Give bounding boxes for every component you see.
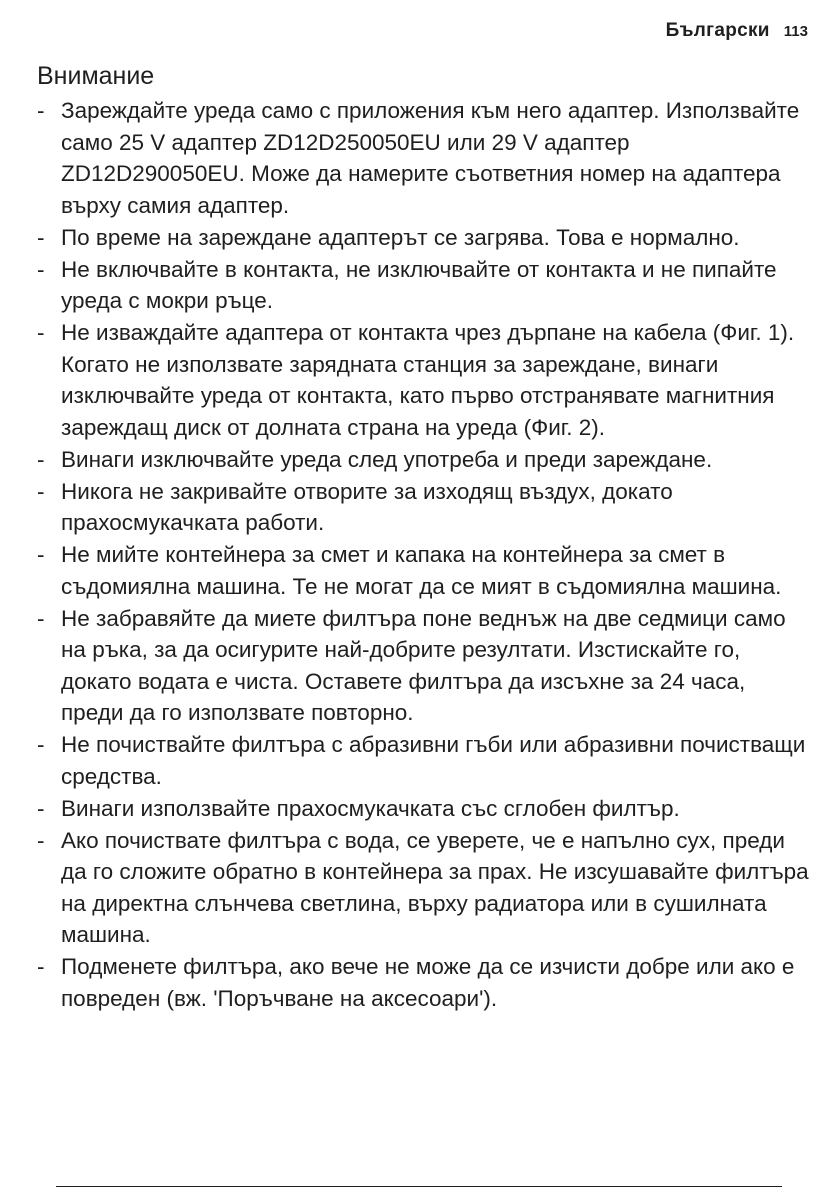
warning-text: Винаги изключвайте уреда след употреба и преди зареждане. <box>61 446 713 472</box>
bullet-dash: - <box>37 256 45 282</box>
warning-item <box>37 539 809 602</box>
warning-item <box>37 603 809 729</box>
warning-item <box>37 951 809 1014</box>
warning-item <box>37 317 809 443</box>
warning-text: По време на зареждане адаптерът се загрява. Това е нормално. <box>61 224 740 250</box>
bullet-dash: - <box>37 446 45 472</box>
bullet-dash: - <box>37 605 45 631</box>
warning-item <box>37 444 809 476</box>
warning-item <box>37 222 809 254</box>
bullet-dash: - <box>37 98 45 123</box>
warning-list <box>37 95 809 1015</box>
bullet-dash: - <box>37 478 45 504</box>
bullet-dash: - <box>37 827 45 853</box>
bullet-dash: - <box>37 732 45 757</box>
warning-text: Винаги използвайте прахосмукачката със сглобен филтър. <box>61 795 680 821</box>
warning-text: Не изваждайте адаптера от контакта чрез дърпане на кабела (Фиг. 1). Когато не използвате зарядната станция за зареждане, винаги изключвайте уреда от контакта, като първо отстранявате магнитния зареждащ диск от долната страна на уреда (Фиг. 2). <box>61 320 795 440</box>
warning-text: Зареждайте уреда само с приложения към него адаптер. Използвайте само 25 V адаптер ZD12D250050EU или 29 V адаптер ZD12D290050EU. Може да намерите съответния номер на адаптера върху самия адаптер. <box>61 98 800 218</box>
warning-item <box>37 476 809 539</box>
footer-divider <box>56 1186 782 1187</box>
bullet-dash: - <box>37 224 45 250</box>
bullet-dash: - <box>37 542 45 567</box>
warning-item <box>37 793 809 825</box>
bullet-dash: - <box>37 795 45 821</box>
warning-item <box>37 729 809 792</box>
header-language: Български <box>665 20 770 41</box>
page-number: 113 <box>783 23 808 40</box>
warning-text: Подменете филтъра, ако вече не може да се изчисти добре или ако е повреден (вж. 'Поръчване на аксесоари'). <box>61 954 795 1011</box>
bullet-dash: - <box>37 954 45 979</box>
page-header <box>666 20 808 42</box>
warning-item <box>37 95 809 221</box>
section-title: Внимание <box>37 62 155 90</box>
warning-text: Никога не закривайте отворите за изходящ въздух, докато прахосмукачката работи. <box>61 478 673 535</box>
warning-text: Ако почиствате филтъра с вода, се уверете, че е напълно сух, преди да го сложите обратно в контейнера за прах. Не изсушавайте филтъра на директна слънчева светлина, върху радиатора или в сушилната машина. <box>61 827 809 947</box>
warning-text: Не включвайте в контакта, не изключвайте от контакта и не пипайте уреда с мокри ръце. <box>61 256 777 313</box>
warning-item <box>37 825 809 951</box>
warning-item <box>37 254 809 317</box>
warning-text: Не почиствайте филтъра с абразивни гъби или абразивни почистващи средства. <box>61 732 806 789</box>
warning-text: Не забравяйте да миете филтъра поне веднъж на две седмици само на ръка, за да осигурите най-добрите резултати. Изстискайте го, докато водата е чиста. Оставете филтъра да изсъхне за 24 часа, преди да го използвате повторно. <box>61 605 786 725</box>
warning-text: Не мийте контейнера за смет и капака на контейнера за смет в съдомиялна машина. Те не могат да се мият в съдомиялна машина. <box>61 542 782 599</box>
bullet-dash: - <box>37 320 45 345</box>
